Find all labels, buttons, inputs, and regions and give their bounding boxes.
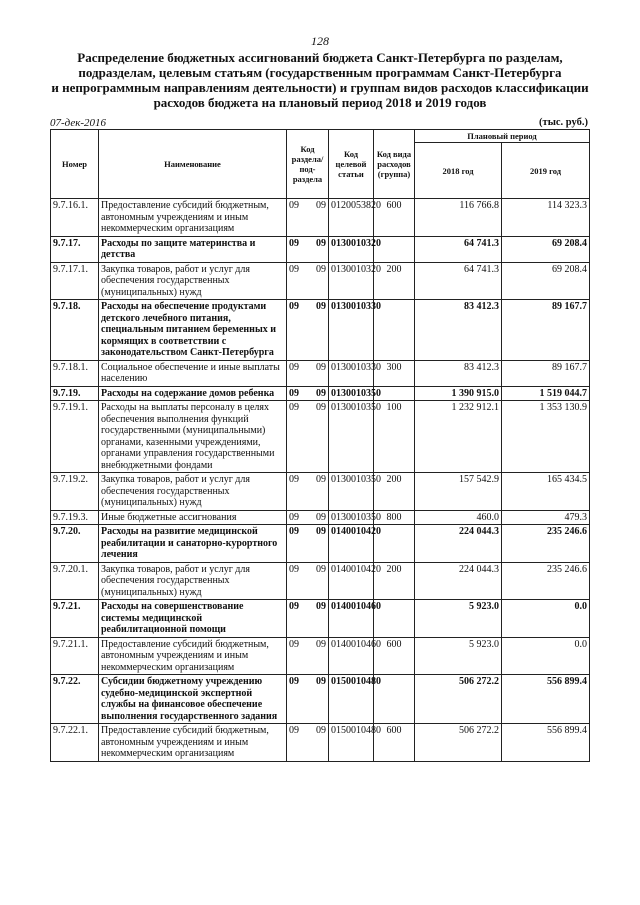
row-section: 09 xyxy=(289,263,299,275)
row-number: 9.7.19.1. xyxy=(51,401,99,473)
row-number: 9.7.17. xyxy=(51,236,99,262)
row-name: Расходы на содержание домов ребенка xyxy=(99,386,287,401)
row-section: 09 xyxy=(289,563,299,575)
row-subsection: 09 xyxy=(316,474,326,485)
row-section-code xyxy=(287,525,329,563)
row-subsection: 09 xyxy=(316,301,326,312)
row-amount-2018: 83 412.3 xyxy=(415,300,502,361)
row-subsection: 09 xyxy=(316,563,326,575)
row-amount-2019: 235 246.6 xyxy=(502,562,590,600)
row-amount-2019: 165 434.5 xyxy=(502,473,590,511)
row-number: 9.7.21.1. xyxy=(51,637,99,675)
row-subsection: 09 xyxy=(316,511,326,523)
row-target-code: 0130010330 xyxy=(329,360,374,386)
table-row xyxy=(51,510,590,525)
row-section-code xyxy=(287,600,329,638)
row-section-code xyxy=(287,401,329,473)
table-row xyxy=(51,199,590,237)
row-subsection: 09 xyxy=(316,526,326,537)
row-section-code xyxy=(287,675,329,724)
row-subsection: 09 xyxy=(316,676,326,687)
row-amount-2018: 224 044.3 xyxy=(415,525,502,563)
row-target-code: 0130010330 xyxy=(329,300,374,361)
row-amount-2018: 64 741.3 xyxy=(415,236,502,262)
header-year-2019: 2019 год xyxy=(502,143,590,199)
row-target-code: 0150010480 xyxy=(329,724,374,762)
row-amount-2018: 5 923.0 xyxy=(415,600,502,638)
row-target-code: 0130010320 xyxy=(329,236,374,262)
row-amount-2018: 506 272.2 xyxy=(415,724,502,762)
row-section: 09 xyxy=(289,387,299,399)
row-number: 9.7.18.1. xyxy=(51,360,99,386)
row-target-code: 0140010460 xyxy=(329,637,374,675)
row-target-code: 0150010480 xyxy=(329,675,374,724)
header-target-code: Код целевой статьи xyxy=(329,130,374,199)
row-section-code xyxy=(287,562,329,600)
header-name: Наименование xyxy=(99,130,287,199)
row-amount-2019: 235 246.6 xyxy=(502,525,590,563)
row-amount-2018: 64 741.3 xyxy=(415,262,502,300)
row-number: 9.7.19. xyxy=(51,386,99,401)
table-row xyxy=(51,386,590,401)
row-expense-type: 200 xyxy=(374,473,415,511)
row-name: Расходы на развитие медицинской реабилитации и санаторно-курортного лечения xyxy=(99,525,287,563)
row-target-code: 0130010350 xyxy=(329,386,374,401)
row-section-code xyxy=(287,724,329,762)
row-section: 09 xyxy=(289,474,299,485)
budget-table xyxy=(50,129,590,762)
row-amount-2019: 89 167.7 xyxy=(502,300,590,361)
row-section: 09 xyxy=(289,402,299,413)
row-target-code: 0120053820 xyxy=(329,199,374,237)
row-expense-type: 200 xyxy=(374,562,415,600)
row-amount-2019: 69 208.4 xyxy=(502,236,590,262)
row-amount-2018: 460.0 xyxy=(415,510,502,525)
table-row xyxy=(51,637,590,675)
row-amount-2018: 1 390 915.0 xyxy=(415,386,502,401)
row-amount-2019: 556 899.4 xyxy=(502,675,590,724)
row-number: 9.7.20.1. xyxy=(51,562,99,600)
row-name: Закупка товаров, работ и услуг для обеспечения государственных (муниципальных) нужд xyxy=(99,473,287,511)
table-row xyxy=(51,360,590,386)
table-row xyxy=(51,562,590,600)
row-number: 9.7.22.1. xyxy=(51,724,99,762)
row-section: 09 xyxy=(289,676,299,687)
row-subsection: 09 xyxy=(316,361,326,373)
row-target-code: 0130010350 xyxy=(329,510,374,525)
title-line-4: расходов бюджета на плановый период 2018 и 2019 годов xyxy=(153,95,487,110)
row-amount-2018: 1 232 912.1 xyxy=(415,401,502,473)
row-section: 09 xyxy=(289,361,299,373)
row-amount-2018: 83 412.3 xyxy=(415,360,502,386)
row-number: 9.7.18. xyxy=(51,300,99,361)
row-subsection: 09 xyxy=(316,387,326,399)
table-row xyxy=(51,401,590,473)
row-amount-2019: 0.0 xyxy=(502,637,590,675)
table-row xyxy=(51,600,590,638)
row-subsection: 09 xyxy=(316,725,326,736)
row-target-code: 0140010420 xyxy=(329,562,374,600)
row-target-code: 0140010420 xyxy=(329,525,374,563)
row-amount-2018: 5 923.0 xyxy=(415,637,502,675)
row-expense-type: 100 xyxy=(374,401,415,473)
document-date: 07-дек-2016 xyxy=(50,117,107,129)
row-section-code xyxy=(287,510,329,525)
row-section: 09 xyxy=(289,638,299,650)
row-name: Субсидии бюджетному учреждению судебно-медицинской экспертной службы на финансовое обеспечение выполнения государственного задания xyxy=(99,675,287,724)
row-section-code xyxy=(287,473,329,511)
header-section-code: Код раздела/ под-раздела xyxy=(287,130,329,199)
row-name: Расходы на выплаты персоналу в целях обеспечения выполнения функций государственными (муниципальными) органами, казенными учреждениями, органами управления государственными внебюджетными фондами xyxy=(99,401,287,473)
row-section: 09 xyxy=(289,511,299,523)
row-section: 09 xyxy=(289,301,299,312)
row-section: 09 xyxy=(289,601,299,612)
row-section-code xyxy=(287,199,329,237)
row-name: Предоставление субсидий бюджетным, автономным учреждениям и иным некоммерческим организациям xyxy=(99,724,287,762)
row-section-code xyxy=(287,300,329,361)
table-row xyxy=(51,525,590,563)
row-name: Расходы на обеспечение продуктами детского лечебного питания, специальным питанием беременных и кормящих в соответствии с законодательством Санкт-Петербурга xyxy=(99,300,287,361)
row-subsection: 09 xyxy=(316,200,326,211)
header-year-2018: 2018 год xyxy=(415,143,502,199)
title-line-2: подразделам, целевым статьям (государственным программам Санкт-Петербурга xyxy=(78,65,562,80)
row-amount-2018: 224 044.3 xyxy=(415,562,502,600)
row-amount-2019: 1 353 130.9 xyxy=(502,401,590,473)
row-amount-2018: 116 766.8 xyxy=(415,199,502,237)
title-line-3: и непрограммным направлениям деятельности) и группам видов расходов классификации xyxy=(51,80,589,95)
row-subsection: 09 xyxy=(316,601,326,612)
row-section: 09 xyxy=(289,725,299,736)
row-name: Закупка товаров, работ и услуг для обеспечения государственных (муниципальных) нужд xyxy=(99,562,287,600)
row-amount-2019: 479.3 xyxy=(502,510,590,525)
document-title xyxy=(40,50,600,110)
row-number: 9.7.22. xyxy=(51,675,99,724)
row-amount-2018: 506 272.2 xyxy=(415,675,502,724)
title-line-1: Распределение бюджетных ассигнований бюджета Санкт-Петербурга по разделам, xyxy=(77,50,563,65)
row-section-code xyxy=(287,236,329,262)
row-number: 9.7.16.1. xyxy=(51,199,99,237)
row-amount-2019: 89 167.7 xyxy=(502,360,590,386)
row-name: Расходы по защите материнства и детства xyxy=(99,236,287,262)
row-target-code: 0130010350 xyxy=(329,473,374,511)
row-subsection: 09 xyxy=(316,402,326,413)
row-subsection: 09 xyxy=(316,237,326,249)
row-target-code: 0140010460 xyxy=(329,600,374,638)
row-expense-type: 600 xyxy=(374,199,415,237)
budget-rows xyxy=(51,199,590,762)
row-number: 9.7.19.3. xyxy=(51,510,99,525)
row-number: 9.7.17.1. xyxy=(51,262,99,300)
row-name: Предоставление субсидий бюджетным, автономным учреждениям и иным некоммерческим организациям xyxy=(99,637,287,675)
header-planned-period: Плановый период xyxy=(415,130,590,143)
row-expense-type: 600 xyxy=(374,637,415,675)
row-section: 09 xyxy=(289,200,299,211)
row-target-code: 0130010350 xyxy=(329,401,374,473)
row-target-code: 0130010320 xyxy=(329,262,374,300)
table-row xyxy=(51,262,590,300)
table-row xyxy=(51,473,590,511)
row-section-code xyxy=(287,360,329,386)
table-row xyxy=(51,675,590,724)
row-amount-2019: 69 208.4 xyxy=(502,262,590,300)
row-amount-2019: 0.0 xyxy=(502,600,590,638)
page-number: 128 xyxy=(311,34,329,48)
row-name: Закупка товаров, работ и услуг для обеспечения государственных (муниципальных) нужд xyxy=(99,262,287,300)
row-amount-2019: 556 899.4 xyxy=(502,724,590,762)
row-section-code xyxy=(287,386,329,401)
row-name: Иные бюджетные ассигнования xyxy=(99,510,287,525)
row-name: Предоставление субсидий бюджетным, автономным учреждениям и иным некоммерческим организациям xyxy=(99,199,287,237)
row-name: Расходы на совершенствование системы медицинской реабилитационной помощи xyxy=(99,600,287,638)
header-expense-type-code: Код вида расходов (группа) xyxy=(374,130,415,199)
row-name: Социальное обеспечение и иные выплаты населению xyxy=(99,360,287,386)
row-expense-type: 300 xyxy=(374,360,415,386)
units-label: (тыс. руб.) xyxy=(539,117,588,128)
table-row xyxy=(51,236,590,262)
row-amount-2019: 114 323.3 xyxy=(502,199,590,237)
row-section-code xyxy=(287,262,329,300)
row-amount-2019: 1 519 044.7 xyxy=(502,386,590,401)
row-subsection: 09 xyxy=(316,263,326,275)
row-number: 9.7.19.2. xyxy=(51,473,99,511)
row-amount-2018: 157 542.9 xyxy=(415,473,502,511)
table-row xyxy=(51,724,590,762)
row-subsection: 09 xyxy=(316,638,326,650)
row-section: 09 xyxy=(289,237,299,249)
row-number: 9.7.20. xyxy=(51,525,99,563)
table-row xyxy=(51,300,590,361)
row-expense-type: 200 xyxy=(374,262,415,300)
row-section: 09 xyxy=(289,526,299,537)
row-number: 9.7.21. xyxy=(51,600,99,638)
row-section-code xyxy=(287,637,329,675)
header-number: Номер xyxy=(51,130,99,199)
row-expense-type: 600 xyxy=(374,724,415,762)
row-expense-type: 800 xyxy=(374,510,415,525)
